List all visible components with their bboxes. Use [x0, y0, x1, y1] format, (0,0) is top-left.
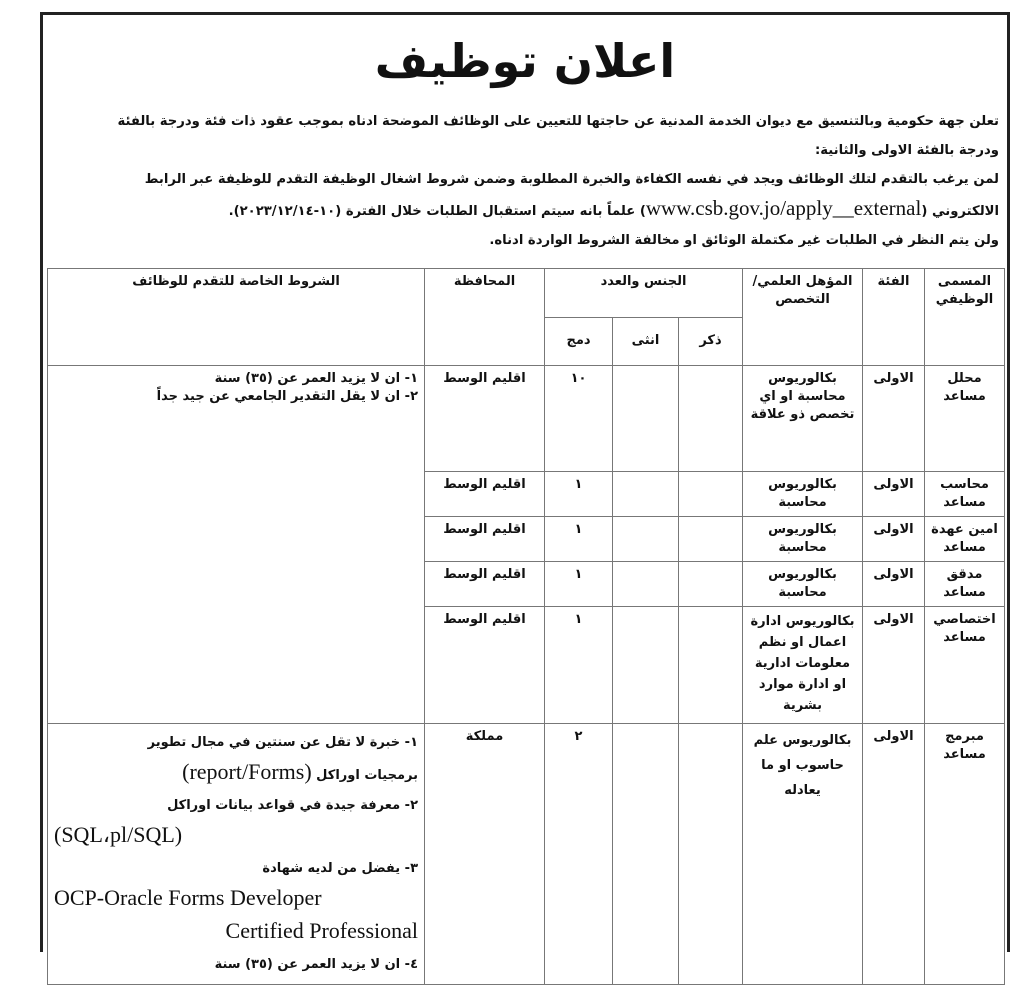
header-gender-count: الجنس والعدد	[545, 269, 743, 318]
header-conditions: الشروط الخاصة للتقدم للوظائف	[48, 269, 425, 366]
mixed-count-cell: ١	[545, 562, 613, 607]
job-title-cell: مدقق مساعد	[925, 562, 1005, 607]
female-count-cell	[613, 562, 679, 607]
qualification-cell: بكالوريوس محاسبة	[743, 517, 863, 562]
qualification-cell: بكالوريوس محاسبة	[743, 472, 863, 517]
category-cell: الاولى	[863, 366, 925, 472]
condition-latin-text: (SQL،pl/SQL)	[54, 822, 183, 847]
male-count-cell	[679, 562, 743, 607]
category-cell: الاولى	[863, 472, 925, 517]
governorate-cell: اقليم الوسط	[425, 562, 545, 607]
governorate-cell: اقليم الوسط	[425, 366, 545, 472]
job-title-cell: محلل مساعد	[925, 366, 1005, 472]
intro-line-4-prefix: الالكتروني (	[921, 204, 999, 219]
intro-line-4-suffix: ) علماً بانه سيتم استقبال الطلبات خلال الفترة (١٠-٢٠٢٣/١٢/١٤).	[228, 204, 646, 219]
governorate-cell: اقليم الوسط	[425, 607, 545, 724]
female-count-cell	[613, 607, 679, 724]
governorate-cell: مملكة	[425, 724, 545, 985]
qualification-cell: بكالوريوس محاسبة او اي تخصص ذو علاقة	[743, 366, 863, 472]
condition-item: ٤- ان لا يزيد العمر عن (٣٥) سنة	[214, 957, 418, 972]
male-count-cell	[679, 517, 743, 562]
mixed-count-cell: ١٠	[545, 366, 613, 472]
job-title-cell: محاسب مساعد	[925, 472, 1005, 517]
table-row	[48, 724, 1005, 985]
announcement-title: اعلان توظيف	[374, 34, 676, 88]
condition-latin-text: Certified Professional	[225, 918, 418, 943]
intro-line-5: ولن يتم النظر في الطلبات غير مكتملة الوثائق او مخالفة الشروط الواردة ادناه.	[489, 233, 999, 248]
table-row	[48, 366, 1005, 472]
female-count-cell	[613, 517, 679, 562]
intro-line-3: لمن يرغب بالتقدم لتلك الوظائف ويجد في نفسه الكفاءة والخبرة المطلوبة وضمن شروط اشغال الوظيفة التقدم للوظيفة عبر الرابط	[144, 172, 999, 187]
condition-item: ٣- يفضل من لديه شهادة	[262, 861, 418, 876]
male-count-cell	[679, 724, 743, 985]
mixed-count-cell: ١	[545, 607, 613, 724]
governorate-cell: اقليم الوسط	[425, 472, 545, 517]
governorate-cell: اقليم الوسط	[425, 517, 545, 562]
condition-item	[54, 884, 418, 917]
mixed-count-cell: ١	[545, 472, 613, 517]
male-count-cell	[679, 472, 743, 517]
header-category: الفئة	[863, 269, 925, 366]
condition-item: ١- خبرة لا تقل عن سنتين في مجال تطوير	[147, 735, 418, 750]
mixed-count-cell: ١	[545, 517, 613, 562]
category-cell: الاولى	[863, 562, 925, 607]
mixed-count-cell: ٢	[545, 724, 613, 985]
header-qualification: المؤهل العلمي/ التخصص	[743, 269, 863, 366]
table-header-row	[48, 269, 1005, 318]
job-title-cell: مبرمج مساعد	[925, 724, 1005, 985]
female-count-cell	[613, 472, 679, 517]
male-count-cell	[679, 607, 743, 724]
condition-latin-text: (report/Forms)	[182, 759, 312, 784]
announcement-frame	[40, 12, 1010, 972]
job-title-cell: امين عهدة مساعد	[925, 517, 1005, 562]
category-cell: الاولى	[863, 517, 925, 562]
qualification-cell: بكالوريوس محاسبة	[743, 562, 863, 607]
conditions-cell-group-1	[48, 366, 425, 724]
qualification-cell: بكالوريوس علم حاسوب او ما يعادله	[743, 724, 863, 985]
condition-item	[54, 917, 418, 950]
condition-latin-text: OCP-Oracle Forms Developer	[54, 885, 322, 910]
category-cell: الاولى	[863, 607, 925, 724]
intro-line-4	[47, 194, 999, 226]
intro-text	[47, 107, 999, 255]
condition-item: ٢- معرفة جيدة في قواعد بيانات اوراكل	[167, 798, 418, 813]
condition-item: ١- ان لا يزيد العمر عن (٣٥) سنة	[214, 371, 418, 386]
male-count-cell	[679, 366, 743, 472]
header-job-title: المسمى الوظيفي	[925, 269, 1005, 366]
condition-item	[54, 758, 418, 791]
job-title-cell: اختصاصي مساعد	[925, 607, 1005, 724]
category-cell: الاولى	[863, 724, 925, 985]
female-count-cell	[613, 366, 679, 472]
female-count-cell	[613, 724, 679, 985]
intro-line-1: تعلن جهة حكومية وبالتنسيق مع ديوان الخدمة المدنية عن حاجتها للتعيين على الوظائف الموضحة ادناه بموجب عقود ذات فئة ودرجة بالفئة	[117, 114, 999, 129]
jobs-table	[47, 268, 1005, 985]
condition-text: برمجيات اوراكل	[311, 768, 418, 783]
condition-item: ٢- ان لا يقل التقدير الجامعي عن جيد جداً	[156, 389, 418, 404]
header-governorate: المحافظة	[425, 269, 545, 366]
qualification-cell: بكالوريوس ادارة اعمال او نظم معلومات ادارية او ادارة موارد بشرية	[743, 607, 863, 724]
intro-line-2: ودرجة بالفئة الاولى والثانية:	[814, 143, 999, 158]
header-mixed: دمج	[545, 317, 613, 366]
application-link[interactable]: www.csb.gov.jo/apply__external	[645, 196, 922, 220]
header-male: ذكر	[679, 317, 743, 366]
conditions-cell-group-2	[48, 724, 425, 985]
header-female: انثى	[613, 317, 679, 366]
condition-item	[54, 821, 418, 854]
